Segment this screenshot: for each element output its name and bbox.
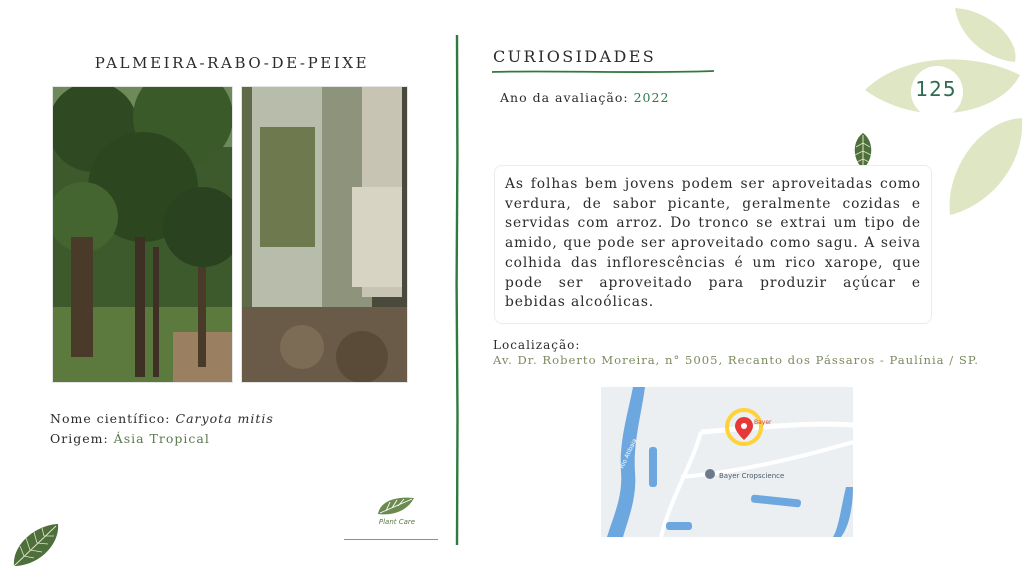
plant-care-logo bbox=[374, 494, 418, 518]
leaf-icon bbox=[10, 520, 62, 570]
evaluation-year-label: Ano da avaliação: bbox=[500, 90, 629, 105]
origin-label: Origem: bbox=[50, 431, 109, 446]
scientific-name-label: Nome científico: bbox=[50, 411, 171, 426]
section-title-underline bbox=[492, 69, 714, 75]
plant-photo-trunk bbox=[241, 86, 408, 383]
location-label: Localização: bbox=[493, 338, 581, 352]
scientific-name-row bbox=[50, 411, 274, 426]
logo-text: Plant Care bbox=[378, 518, 416, 526]
map-road-label: Rio Atibaia bbox=[618, 437, 639, 470]
map-pin-label: Bayer bbox=[754, 419, 772, 426]
badge-number: 125 bbox=[915, 77, 957, 101]
plant-photo-tree bbox=[52, 86, 233, 383]
origin-value: Ásia Tropical bbox=[113, 431, 210, 446]
section-title: CURIOSIDADES bbox=[493, 47, 657, 66]
logo-underline bbox=[344, 539, 438, 540]
plant-title: PALMEIRA-RABO-DE-PEIXE bbox=[94, 54, 370, 72]
location-map[interactable] bbox=[601, 387, 853, 537]
description-box: As folhas bem jovens podem ser aproveitadas como verdura, de sabor picante, geralmente cozidas e servidas com arroz. Do tronco se extrai um tipo de amido, que pode ser aproveitado como sagu. A seiva colhida das inflorescências é um rico xarope, que pode ser aproveitado para produzir açúcar e bebidas alcoólicas. bbox=[494, 165, 932, 324]
evaluation-year-value: 2022 bbox=[633, 90, 670, 105]
location-value: Av. Dr. Roberto Moreira, n° 5005, Recanto dos Pássaros - Paulínia / SP. bbox=[493, 353, 979, 367]
origin-row bbox=[50, 431, 210, 446]
map-poi-label: Bayer Cropscience bbox=[719, 472, 785, 480]
scientific-name-value: Caryota mitis bbox=[175, 411, 274, 426]
evaluation-year-row bbox=[500, 90, 669, 105]
vertical-divider bbox=[455, 35, 459, 545]
